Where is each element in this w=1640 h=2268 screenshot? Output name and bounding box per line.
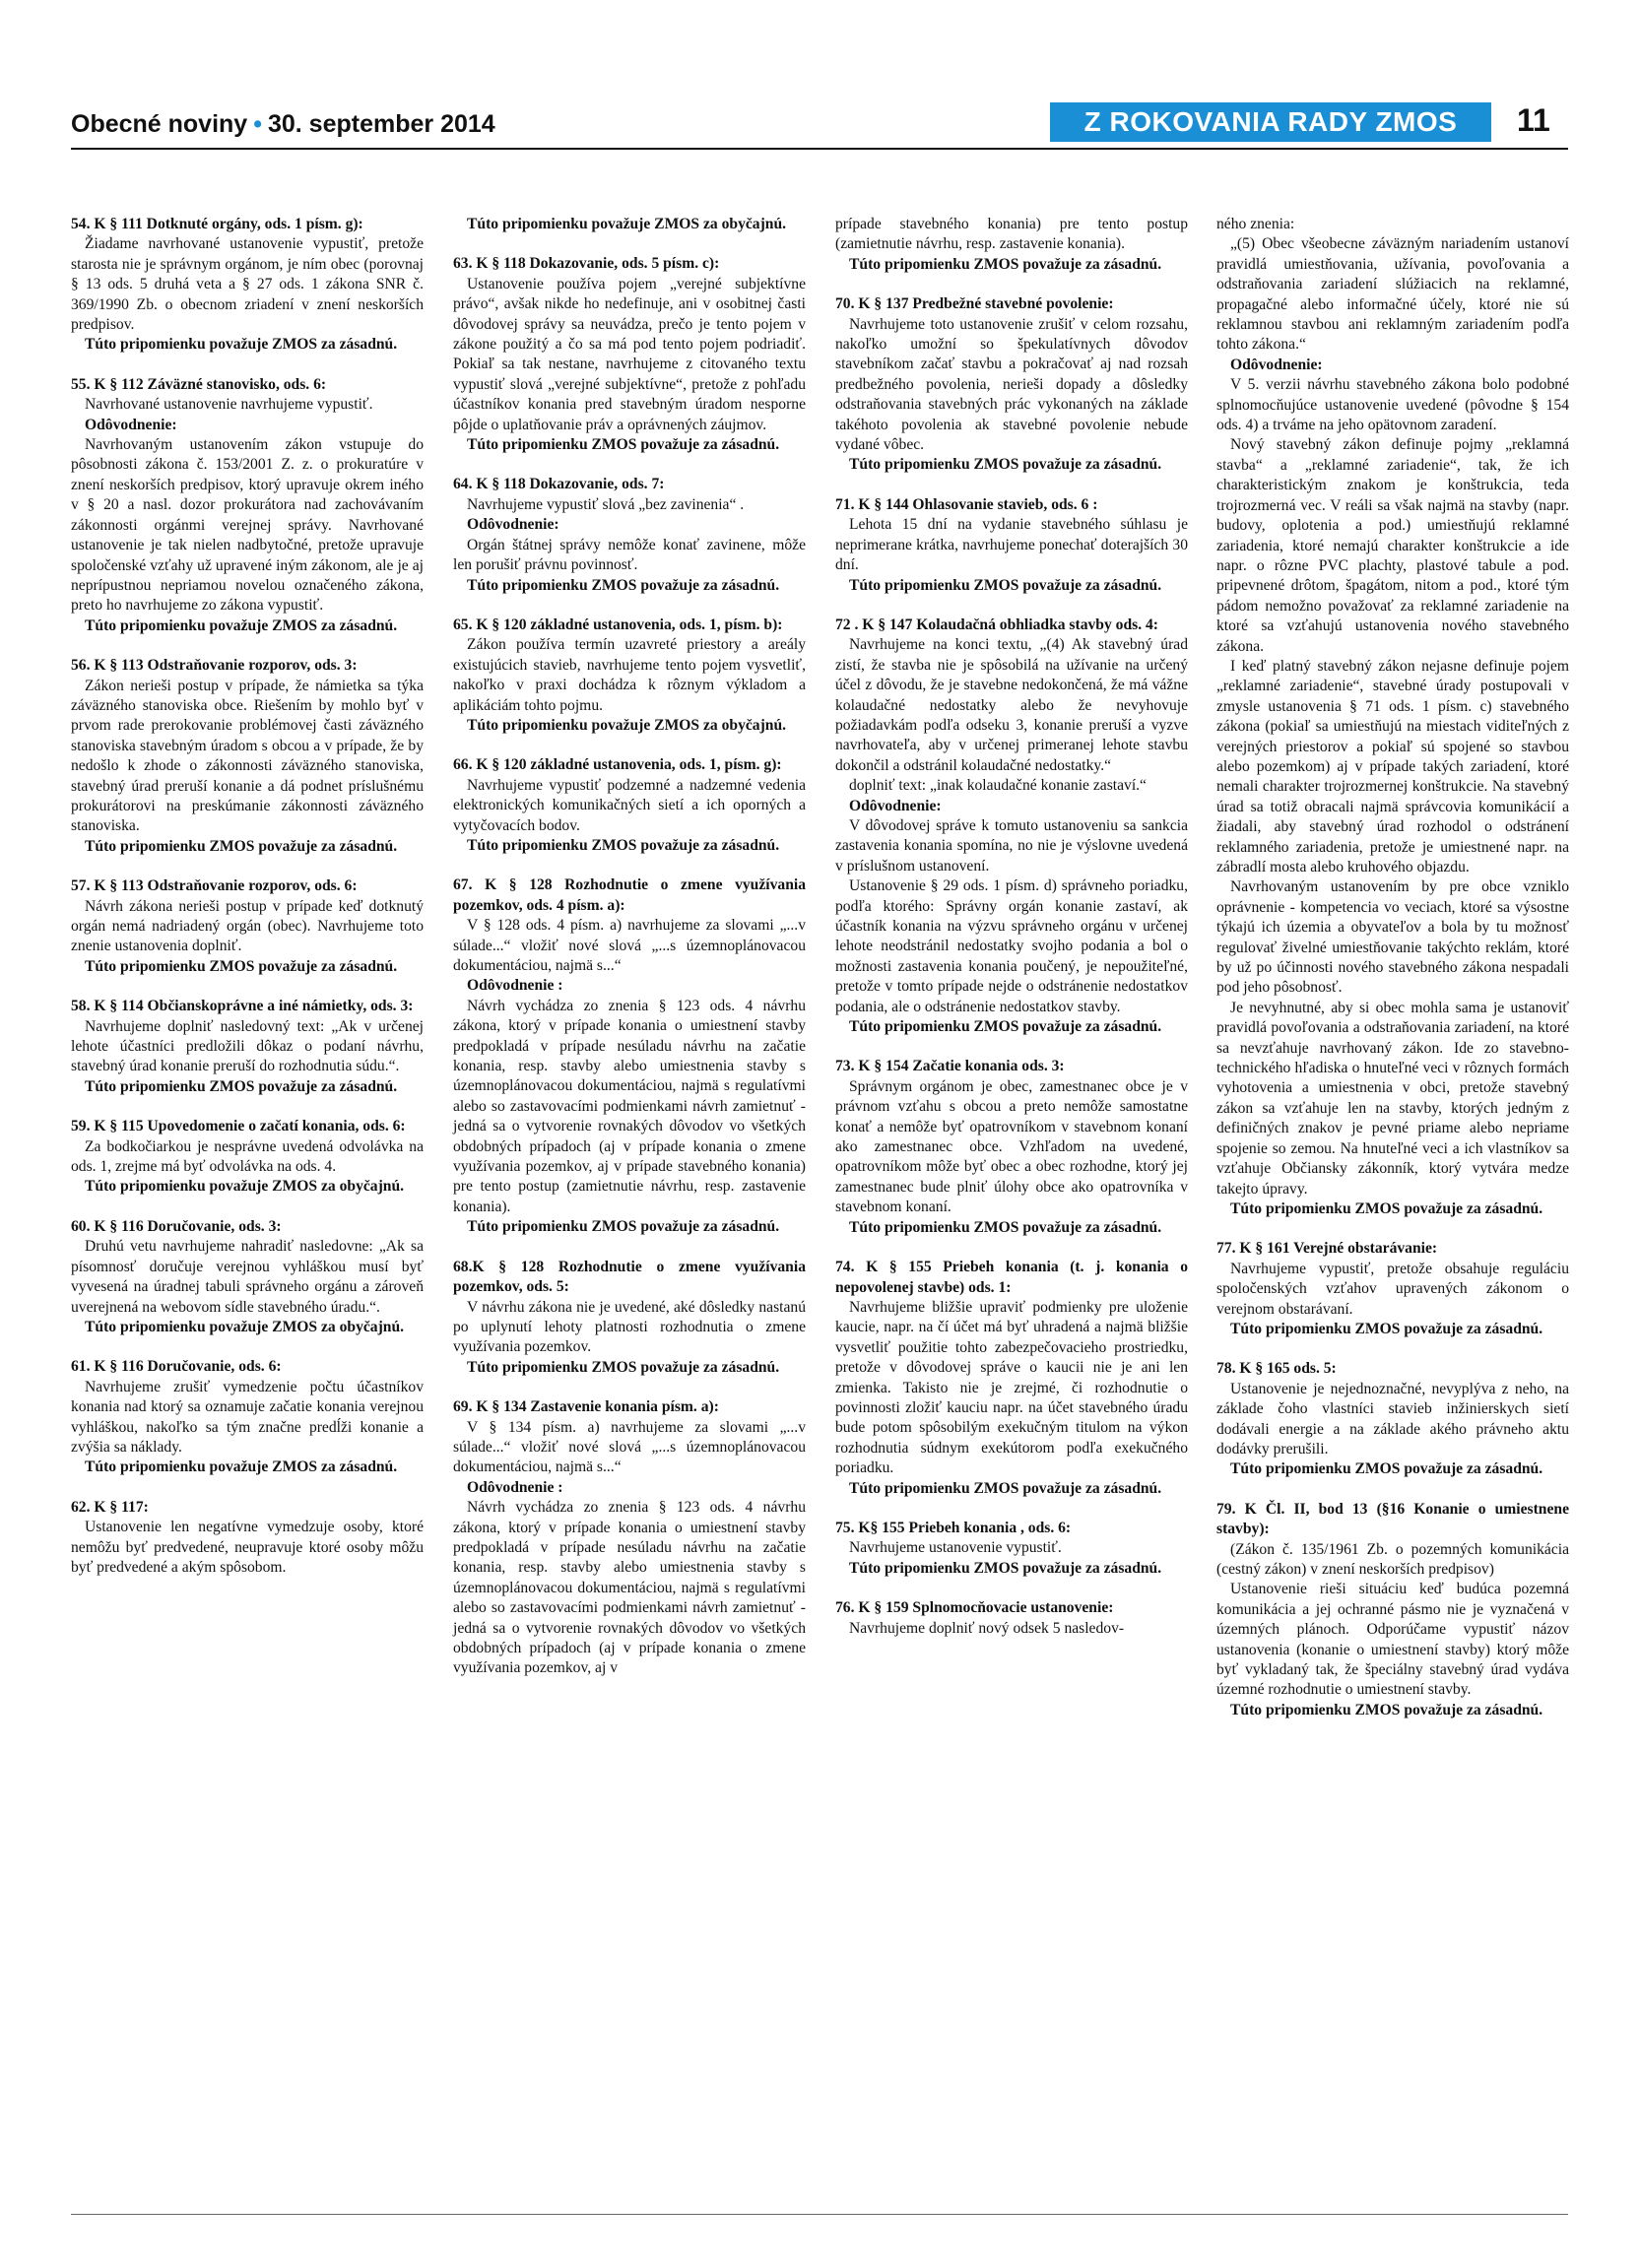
body-paragraph: Ustanovenie rieši situáciu keď budúca pozemná komunikácia a jej ochranné pásmo nie je vyznačená v územných plánoch. Odporúčame vypustiť názov ustanovenia (konanie o umiestnení stavby) ktorý môže byť vykladaný tak, že špeciálny stavebný úrad vydáva územné rozhodnutie o umiestnení stavby. [1216, 1581, 1569, 1699]
body-paragraph: V 5. verzii návrhu stavebného zákona bolo podobné splnomocňujúce ustanovenie uvedené (pôvodne § 154 ods. 4) a trváme na jeho opätovnom zaradení. [1216, 376, 1569, 434]
body-paragraph: Žiadame navrhované ustanovenie vypustiť, pretože starosta nie je správnym orgánom, je ním obec (porovnaj § 13 ods. 5 druhá veta a § 27 ods. 1 zákona SNR č. 369/1990 Zb. o obecnom zriadení v znení neskorších predpisov. [71, 235, 424, 334]
body-paragraph: Návrh zákona nerieši postup v prípade keď dotknutý orgán nemá nadriadený orgán (obec). Navrhujeme toto znenie ustanovenia doplniť. [71, 897, 424, 955]
paragraph-gap [1216, 1339, 1569, 1359]
comment-verdict: Túto pripomienku ZMOS považuje za zásadnú. [849, 576, 1162, 594]
text-column-1 [71, 215, 424, 2204]
body-paragraph: Návrh vychádza zo znenia § 123 ods. 4 návrhu zákona, ktorý v prípade konania o umiestnení stavby predpokladá v prípade nesúladu návrhu na začatie konania, resp. stavby alebo umiestnenia stavby s územnoplánovacou dokumentáciou, najmä s regulatívmi alebo so zastavovacími podmienkami návrh zamietnuť - jedná sa o vytvorenie rovnakých dôvodov vo všetkých obdobných prípadoch (aj v prípade konania o zmene využívania pozemkov, aj v prípade stavebného konania) pre tento postup (zamietnutie návrhu, resp. zastavenie konania). [453, 997, 806, 1215]
paragraph-gap [71, 977, 424, 997]
body-paragraph: Navrhovaným ustanovením by pre obce vzniklo oprávnenie - kompetencia vo veciach, ktoré sa výsostne týkajú ich územia a obyvateľov a bola by tu možnosť regulovať živelné umiestňovanie takýchto reklám, ktoré by už po účinnosti nového stavebného zákona nespadali pod jeho pôsobnosť. [1216, 878, 1569, 997]
comment-verdict: Túto pripomienku považuje ZMOS za obyčajnú. [467, 716, 787, 734]
paragraph-gap [835, 275, 1188, 294]
body-paragraph: Druhú vetu navrhujeme nahradiť nasledovne: „Ak sa písomnosť doručuje verejnou vyhláškou musí byť vyvesená na úradnej tabuli správneho orgánu a zároveň uverejnená na webovom sídle stavebného úradu.“. [71, 1238, 424, 1316]
header-rule [71, 148, 1568, 150]
continued-paragraph: prípade stavebného konania) pre tento postup (zamietnutie návrhu, resp. zastavenie konania). [835, 216, 1188, 253]
paragraph-gap [835, 1499, 1188, 1519]
paragraph-gap [835, 476, 1188, 495]
comment-heading: 73. K § 154 Začatie konania ods. 3: [835, 1058, 1065, 1075]
comment-verdict: Túto pripomienku ZMOS považuje za zásadnú. [467, 436, 780, 454]
comment-verdict: Túto pripomienku ZMOS považuje za zásadnú. [85, 957, 398, 975]
comment-verdict: Túto pripomienku ZMOS považuje za zásadnú. [467, 1358, 780, 1376]
comment-heading: 75. K§ 155 Priebeh konania , ods. 6: [835, 1519, 1072, 1536]
comment-heading: 59. K § 115 Upovedomenie o začatí konania, ods. 6: [71, 1118, 406, 1135]
comment-heading: 67. K § 128 Rozhodnutie o zmene využívania pozemkov, ods. 4 písm. a): [453, 876, 806, 914]
body-paragraph: Návrh vychádza zo znenia § 123 ods. 4 návrhu zákona, ktorý v prípade konania o umiestnení stavby predpokladá v prípade nesúladu návrhu na začatie konania, resp. stavby alebo umiestnenia stavby s územnoplánovacou dokumentáciou, najmä s regulatívmi alebo so zastavovacími podmienkami návrh zamietnuť - jedná sa o vytvorenie rovnakých dôvodov vo všetkých obdobných prípadoch (aj v prípade konania o zmene využívania pozemkov, aj v [453, 1499, 806, 1677]
comment-verdict: Túto pripomienku ZMOS považuje za zásadnú. [85, 837, 398, 855]
paragraph-gap [835, 1037, 1188, 1057]
body-paragraph: Navrhované ustanovenie navrhujeme vypustiť. [85, 396, 373, 414]
comment-verdict: Túto pripomienku ZMOS považuje za zásadnú. [849, 1479, 1162, 1497]
comment-verdict: Túto pripomienku ZMOS považuje za zásadnú. [1230, 1320, 1543, 1337]
comment-verdict: Túto pripomienku považuje ZMOS za obyčajnú. [85, 1318, 405, 1335]
footer-rule [71, 2214, 1568, 2215]
body-paragraph: Ustanovenie len negatívne vymedzuje osoby, ktoré nemôžu byť predvedené, neupravuje ktoré osoby môžu byť predvedené a akým spôsobom. [71, 1519, 424, 1576]
paragraph-gap [453, 856, 806, 875]
comment-verdict: Túto pripomienku ZMOS považuje za zásadnú. [849, 255, 1162, 273]
text-column-2 [453, 215, 806, 2204]
body-paragraph: Navrhujeme zrušiť vymedzenie počtu účastníkov konania nad ktorý sa oznamuje začatie konania verejnou vyhláškou, nakoľko sa tým značne predĺži konanie a zvýšia sa náklady. [71, 1378, 424, 1456]
issue-date: 30. september 2014 [267, 110, 495, 138]
body-paragraph: (Zákon č. 135/1961 Zb. o pozemných komunikácia (cestný zákon) v znení neskorších predpisov) [1216, 1540, 1569, 1578]
paragraph-gap [71, 1478, 424, 1498]
comment-verdict: Túto pripomienku považuje ZMOS za zásadnú. [85, 1458, 398, 1476]
body-paragraph: Ustanovenie je nejednoznačné, nevyplýva z neho, na základe čoho vlastníci stavieb inžinierskych sietí dodávali energie a na základe akého právneho aktu dodávky prerušili. [1216, 1380, 1569, 1458]
comment-heading: 77. K § 161 Verejné obstarávanie: [1216, 1240, 1438, 1258]
paragraph-gap [1216, 1219, 1569, 1239]
comment-verdict: Túto pripomienku ZMOS považuje za zásadnú. [1230, 1460, 1543, 1478]
paragraph-gap [1216, 1480, 1569, 1500]
comment-heading: 60. K § 116 Doručovanie, ods. 3: [71, 1217, 282, 1235]
comment-heading: 62. K § 117: [71, 1498, 149, 1516]
section-banner: Z ROKOVANIA RADY ZMOS [1050, 102, 1491, 142]
paragraph-gap [453, 1238, 806, 1258]
comment-heading: 65. K § 120 základné ustanovenia, ods. 1, písm. b): [453, 616, 783, 633]
comment-verdict: Túto pripomienku považuje ZMOS za obyčajnú. [467, 216, 787, 232]
comment-verdict: Túto pripomienku ZMOS považuje za zásadnú. [1230, 1701, 1543, 1718]
comment-verdict: Túto pripomienku ZMOS považuje za zásadnú. [849, 1218, 1162, 1236]
body-paragraph: Zákon používa termín uzavreté priestory a areály existujúcich stavieb, navrhujeme tento pojem vysvetliť, nakoľko v praxi dochádza k rôznym výkladom a aplikáciám tohto pojmu. [453, 636, 806, 714]
comment-heading: 70. K § 137 Predbežné stavebné povolenie: [835, 295, 1114, 313]
comment-heading: 54. K § 111 Dotknuté orgány, ods. 1 písm. g): [71, 216, 363, 232]
comment-verdict: Túto pripomienku ZMOS považuje za zásadnú. [467, 576, 780, 594]
comment-verdict: Túto pripomienku ZMOS považuje za zásadnú. [1230, 1199, 1543, 1217]
justification-label: Odôvodnenie: [1230, 356, 1323, 373]
comment-heading: 69. K § 134 Zastavenie konania písm. a): [453, 1398, 719, 1416]
body-paragraph: Ustanovenie § 29 ods. 1 písm. d) správneho poriadku, podľa ktorého: Správny orgán konanie zastaví, ak účastník konania na výzvu správneho orgánu v určenej lehote neodstránil nedostatky svojho podania a bol o možnosti zastavenia konania poučený, je nepoužiteľné, pretože v tomto prípade nejde o odstránenie nedostatkov podania, ale o odstránenie nedostatkov stavby. [835, 877, 1188, 1015]
comment-heading: 72 . K § 147 Kolaudačná obhliadka stavby ods. 4: [835, 616, 1158, 633]
body-paragraph: Navrhujeme toto ustanovenie zrušiť v celom rozsahu, nakoľko umožní so špekulatívnych dôvodov stavebníkom začať stavbu a pokračovať aj nad rozsah predbežného povolenia, nerieši dopady a dôsledky odstraňovania stavebných prác vykonaných na základe takéhoto povolenia ak stavebné povolenie nebude vydané vôbec. [835, 315, 1188, 454]
paragraph-gap [71, 636, 424, 656]
separator-dot: • [253, 110, 262, 138]
justification-label: Odôvodnenie: [849, 797, 942, 814]
justification-label: Odôvodnenie : [467, 977, 563, 995]
paragraph-gap [453, 1378, 806, 1397]
justification-label: Odôvodnenie: [85, 416, 177, 433]
paragraph-gap [835, 1579, 1188, 1598]
comment-heading: 71. K § 144 Ohlasovanie stavieb, ods. 6 : [835, 495, 1098, 513]
continued-paragraph: ného znenia: [1216, 216, 1295, 232]
body-paragraph: V § 128 ods. 4 písm. a) navrhujeme za slovami „...v súlade...“ vložiť nové slová „...s územnoplánovacou dokumentáciou, najmä s...“ [453, 917, 806, 974]
comment-heading: 57. K § 113 Odstraňovanie rozporov, ods. 6: [71, 877, 358, 895]
comment-heading: 68.K § 128 Rozhodnutie o zmene využívania pozemkov, ods. 5: [453, 1258, 806, 1296]
comment-heading: 64. K § 118 Dokazovanie, ods. 7: [453, 476, 665, 493]
comment-heading: 76. K § 159 Splnomocňovacie ustanovenie: [835, 1599, 1114, 1617]
comment-verdict: Túto pripomienku považuje ZMOS za zásadnú. [85, 616, 398, 634]
body-paragraph: Orgán štátnej správy nemôže konať zavinene, môže len porušiť právnu povinnosť. [453, 536, 806, 574]
paragraph-gap [453, 455, 806, 475]
paragraph-gap [71, 857, 424, 876]
page-number: 11 [1517, 102, 1550, 138]
comment-verdict: Túto pripomienku ZMOS považuje za zásadnú. [467, 836, 780, 854]
comment-heading: 79. K Čl. II, bod 13 (§16 Konanie o umiestnene stavby): [1216, 1500, 1569, 1538]
paragraph-gap [453, 736, 806, 755]
body-paragraph: V návrhu zákona nie je uvedené, aké dôsledky nastanú po uplynutí lehoty platnosti rozhodnutia o zmene využívania pozemkov. [453, 1298, 806, 1356]
body-paragraph: Navrhujeme bližšie upraviť podmienky pre uloženie kaucie, napr. na čí účet má byť uhradená a najmä bližšie vysvetliť použitie tohto zabezpečovacieho prostriedku, pretože v dôvodovej správe o kaucii nie je ani len zmienka. Takisto nie je zrejmé, či rozhodnutie o povinnosti zložiť kauciu napr. na účet stavebného úradu bude potom spôsobilým exekučným titulom na výkon rozhodnutia súdnym exekútorom podľa exekučného poriadku. [835, 1298, 1188, 1477]
comment-verdict: Túto pripomienku ZMOS považuje za zásadnú. [849, 1018, 1162, 1036]
body-paragraph: V dôvodovej správe k tomuto ustanoveniu sa sankcia zastavenia konania spomína, no nie je výslovne uvedená v príslušnom ustanovení. [835, 816, 1188, 875]
body-paragraph: Za bodkočiarkou je nesprávne uvedená odvolávka na ods. 1, zrejme má byť odvolávka na ods. 4. [71, 1137, 424, 1176]
body-paragraph: Navrhovaným ustanovením zákon vstupuje do pôsobnosti zákona č. 153/2001 Z. z. o prokuratúre v znení neskorších predpisov, ktorý upravuje okrem iného v § 20 a nasl. dozor prokurátora nad zachovávaním zákonnosti orgánmi verejnej správy. Navrhované ustanovenie je tak nielen nadbytočné, pretože upravuje spoločenské vzťahy už upravené iným zákonom, ale je aj neprípustnou nepriamou novelou označeného zákona, preto ho navrhujeme zo zákona vypustiť. [71, 436, 424, 615]
publication-name: Obecné noviny [71, 110, 248, 138]
body-paragraph: Navrhujeme vypustiť slová „bez zavinenia“ . [467, 495, 745, 513]
body-paragraph: Navrhujeme doplniť nový odsek 5 nasledov- [849, 1619, 1125, 1637]
comment-heading: 66. K § 120 základné ustanovenia, ods. 1, písm. g): [453, 756, 782, 774]
body-paragraph: Navrhujeme vypustiť, pretože obsahuje reguláciu spoločenských vzťahov upravených zákonom o verejnom obstarávaní. [1216, 1260, 1569, 1318]
paragraph-gap [835, 596, 1188, 616]
comment-verdict: Túto pripomienku ZMOS považuje za zásadnú. [849, 456, 1162, 474]
text-column-4 [1216, 215, 1569, 2204]
body-paragraph: V § 134 písm. a) navrhujeme za slovami „...v súlade...“ vložiť nové slová „...s územnoplánovacou dokumentáciou, najmä s...“ [453, 1418, 806, 1476]
body-paragraph: Ustanovenie používa pojem „verejné subjektívne právo“, avšak nikde ho nedefinuje, ani v osobitnej časti dôvodovej správy sa neuvádza, prečo je tento pojem v zákone použitý a čo sa má pod tento pojem podriadiť. Pokiaľ sa tak nestane, navrhujeme z citovaného textu vypustiť slová „verejné subjektívne“, pretože z pohľadu účastníkov konania pred stavebným úradom nesporne pôjde o uplatňovanie práv a oprávnených záujmov. [453, 275, 806, 433]
body-paragraph: Zákon nerieši postup v prípade, že námietka sa týka záväzného stanoviska obce. Riešením by mohlo byť v prvom rade prerokovanie problémovej časti záväzného stanoviska stavebným úradom s obcou a v prípade, že by nedošlo k zhode o zákonnosti záväzného stanoviska, stavebný úrad preruší konanie a dá podnet príslušnému prokurátorovi na preskúmanie zákonnosti záväzného stanoviska. [71, 677, 424, 835]
body-paragraph: Navrhujeme doplniť nasledovný text: „Ak v určenej lehote účastníci predložili dôkaz o podaní návrhu, stavebný úrad konanie preruší do rozhodnutia súdu.“. [71, 1017, 424, 1075]
comment-heading: 74. K § 155 Priebeh konania (t. j. konania o nepovolenej stavbe) ods. 1: [835, 1259, 1188, 1296]
body-paragraph: Navrhujeme ustanovenie vypustiť. [849, 1539, 1062, 1557]
justification-label: Odôvodnenie: [467, 516, 559, 534]
body-paragraph: Navrhujeme na konci textu, „(4) Ak stavebný úrad zistí, že stavba nie je spôsobilá na užívanie na určený účel z dôvodu, že je stavebne nedokončená, že má vážne kolaudačné nedostatky alebo že nevyhovuje požiadavkám podľa odseku 3, konanie preruší a vyzve navrhovateľa, aby v určenej primeranej lehote stavbu dokončil a odstránil kolaudačné nedostatky.“ [835, 636, 1188, 774]
comment-heading: 58. K § 114 Občianskoprávne a iné námietky, ods. 3: [71, 998, 414, 1015]
paragraph-gap [71, 1337, 424, 1357]
paragraph-gap [71, 1198, 424, 1217]
body-paragraph: Nový stavebný zákon definuje pojmy „reklamná stavba“ a „reklamné zariadenie“, tak, že ich charakteristickým znakom je konštrukcia, teda trojrozmerná vec. V reáli sa však najmä na stavby (napr. budovy, oplotenia a pod.) umiestňujú reklamné zariadenia, ktoré nemajú charakter konštrukcie a ide napr. o rôzne PVC plachty, plastové tabule a pod. pripevnené drôtom, špagátom, nitom a pod., ktoré tým pádom nemožno považovať za reklamné zariadenie na ktoré sa vzťahujú ustanovenia nového stavebného zákona. [1216, 436, 1569, 655]
paragraph-gap [453, 234, 806, 254]
body-paragraph: Navrhujeme vypustiť podzemné a nadzemné vedenia elektronických komunikačných sietí a ich oporných a vytyčovacích bodov. [453, 776, 806, 834]
text-column-3 [835, 215, 1188, 2204]
paragraph-gap [835, 1238, 1188, 1258]
body-paragraph: doplniť text: „inak kolaudačné konanie zastaví.“ [849, 777, 1147, 795]
comment-verdict: Túto pripomienku ZMOS považuje za zásadnú. [467, 1218, 780, 1236]
body-paragraph: Je nevyhnutné, aby si obec mohla sama je ustanoviť pravidlá povoľovania a odstraňovania zariadení, na ktoré sa nevzťahuje navrhovaný zákon. Ide zo stavebno-technického hľadiska o hnuteľné veci v rôznych formách vyhotovenia a umiestnenia v obci, pretože stavebný zákon sa vzťahuje len na stavby, ktorých jedným z definičných znakov je pevné priame alebo nepriame spojenie so zemou. Na hnuteľné veci a ich vlastníkov sa vzťahuje Občiansky zákonník, ktorý vytvára medze takejto úpravy. [1216, 999, 1569, 1198]
paragraph-gap [453, 596, 806, 616]
comment-verdict: Túto pripomienku ZMOS považuje za zásadnú. [849, 1559, 1162, 1577]
body-paragraph: Lehota 15 dní na vydanie stavebného súhlasu je neprimerane krátka, navrhujeme ponechať doterajších 30 dní. [835, 516, 1188, 574]
comment-verdict: Túto pripomienku považuje ZMOS za obyčajnú. [85, 1178, 405, 1196]
paragraph-gap [71, 1097, 424, 1117]
justification-label: Odôvodnenie : [467, 1478, 563, 1496]
comment-heading: 78. K § 165 ods. 5: [1216, 1360, 1337, 1378]
paragraph-gap [71, 356, 424, 375]
masthead [71, 110, 495, 139]
comment-heading: 55. K § 112 Záväzné stanovisko, ods. 6: [71, 375, 327, 393]
comment-verdict: Túto pripomienku ZMOS považuje za zásadnú. [85, 1077, 398, 1095]
body-paragraph: I keď platný stavebný zákon nejasne definuje pojem „reklamné zariadenie“, stavebné úrady postupovali v zmysle ustanovenia § 71 ods. 1 písm. c) stavebného zákona (pokiaľ sa umiestňujú na miestach viditeľných z verejných priestorov a pokiaľ sú spojené so stavbou alebo pozemkom) aj v prípade takých zariadení, ktoré nemali charakter trojrozmernej konštrukcie. Na stavebný úrad sa totiž obracali najmä správcovia komunikácií a žiadali, aby stavebný úrad rozhodol o odstránení reklamného zariadenia, pretože je umiestnené napr. na zábradlí mosta alebo kruhového objazdu. [1216, 657, 1569, 875]
comment-verdict: Túto pripomienku považuje ZMOS za zásadnú. [85, 336, 398, 354]
body-paragraph: „(5) Obec všeobecne záväzným nariadením ustanoví pravidlá umiestňovania, užívania, povoľovania a odstraňovania zariadení slúžiacich na reklamné, propagačné alebo informačné účely, ktoré nie sú reklamnou stavbou ani reklamným zariadením podľa tohto zákona.“ [1216, 235, 1569, 354]
comment-heading: 61. K § 116 Doručovanie, ods. 6: [71, 1358, 282, 1376]
comment-heading: 56. K § 113 Odstraňovanie rozporov, ods. 3: [71, 657, 358, 675]
comment-heading: 63. K § 118 Dokazovanie, ods. 5 písm. c): [453, 255, 720, 273]
body-paragraph: Správnym orgánom je obec, zamestnanec obce je v právnom vzťahu s obcou a preto nemôže samostatne konať a nemôže byť opatrovníkom v stavebnom konaní ako zamestnanec obce. Vzhľadom na uvedené, opatrovníkom môže byť obec a obec rozhodne, ktorý jej zamestnanec bude plniť úlohy obce ako opatrovníka v stavebnom konaní. [835, 1077, 1188, 1216]
